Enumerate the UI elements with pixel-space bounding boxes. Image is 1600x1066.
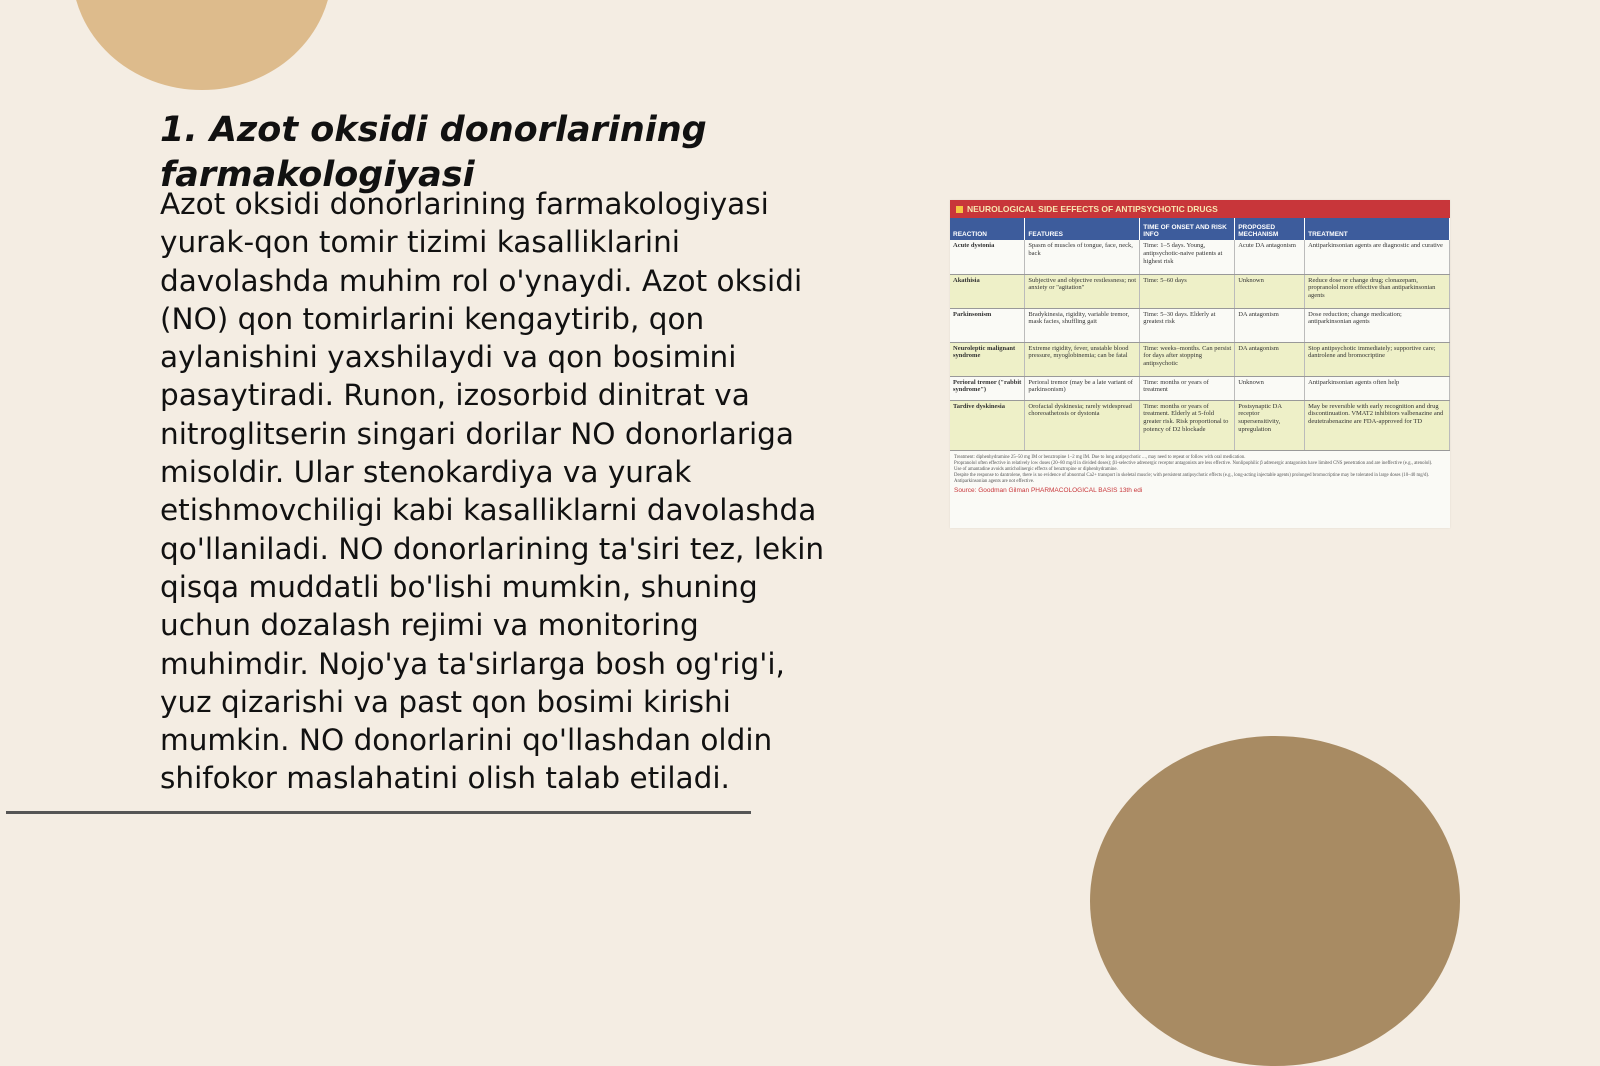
table-footnotes (950, 451, 1450, 485)
side-effects-table (950, 218, 1450, 451)
table-cell: Antiparkinsonian agents often help (1305, 376, 1450, 400)
table-cell: Time: 5–30 days. Elderly at greatest risk (1140, 308, 1235, 342)
reference-table-image (950, 200, 1450, 528)
slide-title: 1. Azot oksidi donorlarining farmakologiyasi (160, 110, 707, 195)
table-header-cell: TREATMENT (1305, 218, 1450, 240)
table-cell: DA antagonism (1235, 342, 1305, 376)
table-row (950, 376, 1450, 400)
table-cell: Subjective and objective restlessness; not anxiety or "agitation" (1025, 274, 1140, 308)
table-cell: Stop antipsychotic immediately; supportive care; dantrolene and bromocriptine (1305, 342, 1450, 376)
divider-line (6, 811, 751, 814)
table-cell: Extreme rigidity, fever, unstable blood pressure, myoglobinemia; can be fatal (1025, 342, 1140, 376)
table-row (950, 308, 1450, 342)
table-cell: Reduce dose or change drug; clonazepam, propranolol more effective than antiparkinsonian agents (1305, 274, 1450, 308)
table-header-cell: TIME OF ONSET AND RISK INFO (1140, 218, 1235, 240)
table-cell: Time: 5–60 days (1140, 274, 1235, 308)
table-row (950, 400, 1450, 450)
table-row (950, 240, 1450, 274)
table-title: NEUROLOGICAL SIDE EFFECTS OF ANTIPSYCHOTIC DRUGS (950, 200, 1450, 218)
table-cell: Antiparkinsonian agents are diagnostic and curative (1305, 240, 1450, 274)
table-cell: DA antagonism (1235, 308, 1305, 342)
footnote: Despite the response to dantrolene, there is no evidence of abnormal Ca2+ transport in skeletal muscle; with persistent antipsychotic effects (e.g., long-acting injectable agents) prolonged bromocriptine may be tolerated in large doses (10–40 mg/d). Antiparkinsonian agents are not effective. (954, 472, 1430, 484)
table-cell: Acute dystonia (950, 240, 1025, 274)
table-cell: Spasm of muscles of tongue, face, neck, back (1025, 240, 1140, 274)
table-cell: Perioral tremor ("rabbit syndrome") (950, 376, 1025, 400)
footnote: Use of amantadine avoids anticholinergic effects of benztropine or diphenhydramine. (954, 466, 1118, 472)
table-header-cell: PROPOSED MECHANISM (1235, 218, 1305, 240)
table-cell: Unknown (1235, 376, 1305, 400)
table-cell: Bradykinesia, rigidity, variable tremor, mask facies, shuffling gait (1025, 308, 1140, 342)
table-header-row (950, 218, 1450, 240)
table-cell: Postsynaptic DA receptor supersensitivity, upregulation (1235, 400, 1305, 450)
table-cell: Dose reduction; change medication; antiparkinsonian agents (1305, 308, 1450, 342)
table-cell: Perioral tremor (may be a late variant of parkinsonism) (1025, 376, 1140, 400)
decorative-circle-bottom (1090, 736, 1460, 1066)
square-icon (956, 206, 963, 213)
table-cell: Orofacial dyskinesia; rarely widespread choreoathetosis or dystonia (1025, 400, 1140, 450)
table-row (950, 342, 1450, 376)
table-cell: Time: months or years of treatment (1140, 376, 1235, 400)
table-cell: Time: 1–5 days. Young, antipsychotic-naive patients at highest risk (1140, 240, 1235, 274)
table-cell: Parkinsonism (950, 308, 1025, 342)
table-cell: Tardive dyskinesia (950, 400, 1025, 450)
footnote: Treatment: diphenhydramine 25–50 mg IM or benztropine 1–2 mg IM. Due to long antipsychotic ..., may need to repeat or follow with oral medication. (954, 454, 1246, 460)
table-cell: Time: months or years of treatment. Elderly at 5-fold greater risk. Risk proportional to potency of D2 blockade (1140, 400, 1235, 450)
table-row (950, 274, 1450, 308)
table-cell: Akathisia (950, 274, 1025, 308)
table-cell: Neuroleptic malignant syndrome (950, 342, 1025, 376)
table-header-cell: REACTION (950, 218, 1025, 240)
decorative-circle-top (72, 0, 332, 90)
table-cell: Time: weeks–months. Can persist for days after stopping antipsychotic (1140, 342, 1235, 376)
table-header-cell: FEATURES (1025, 218, 1140, 240)
footnote: Propranolol often effective in relatively low doses (20–80 mg/d in divided doses); β1-selective adrenergic receptor antagonists are less effective. Nonlipophilic β adrenergic antagonists have limited CNS penetration and are ineffective (e.g., atenolol). (954, 460, 1433, 466)
table-cell: Unknown (1235, 274, 1305, 308)
slide-body-text: Azot oksidi donorlarining farmakologiyasi yurak-qon tomir tizimi kasalliklarini davolashda muhim rol o'ynaydi. Azot oksidi (NO) qon tomirlarini kengaytirib, qon aylanishini yaxshilaydi va qon bosimini pasaytiradi. Runon, izosorbid dinitrat va nitroglitserin singari dorilar NO donorlariga misoldir. Ular stenokardiya va yurak etishmovchiligi kabi kasalliklarni davolashda qo'llaniladi. NO donorlarining ta'siri tez, lekin qisqa muddatli bo'lishi mumkin, shuning uchun dozalash rejimi va monitoring muhimdir. Nojo'ya ta'sirlarga bosh og'rig'i, yuz qizarishi va past qon bosimi kirishi mumkin. NO donorlarini qo'llashdan oldin shifokor maslahatini olish talab etiladi. (160, 187, 825, 796)
table-cell: May be reversible with early recognition and drug discontinuation. VMAT2 inhibitors valbenazine and deutetrabenazine are FDA-approved for TD (1305, 400, 1450, 450)
table-source: Source: Goodman Gilman PHARMACOLOGICAL BASIS 13th edi (954, 486, 1143, 494)
table-cell: Acute DA antagonism (1235, 240, 1305, 274)
